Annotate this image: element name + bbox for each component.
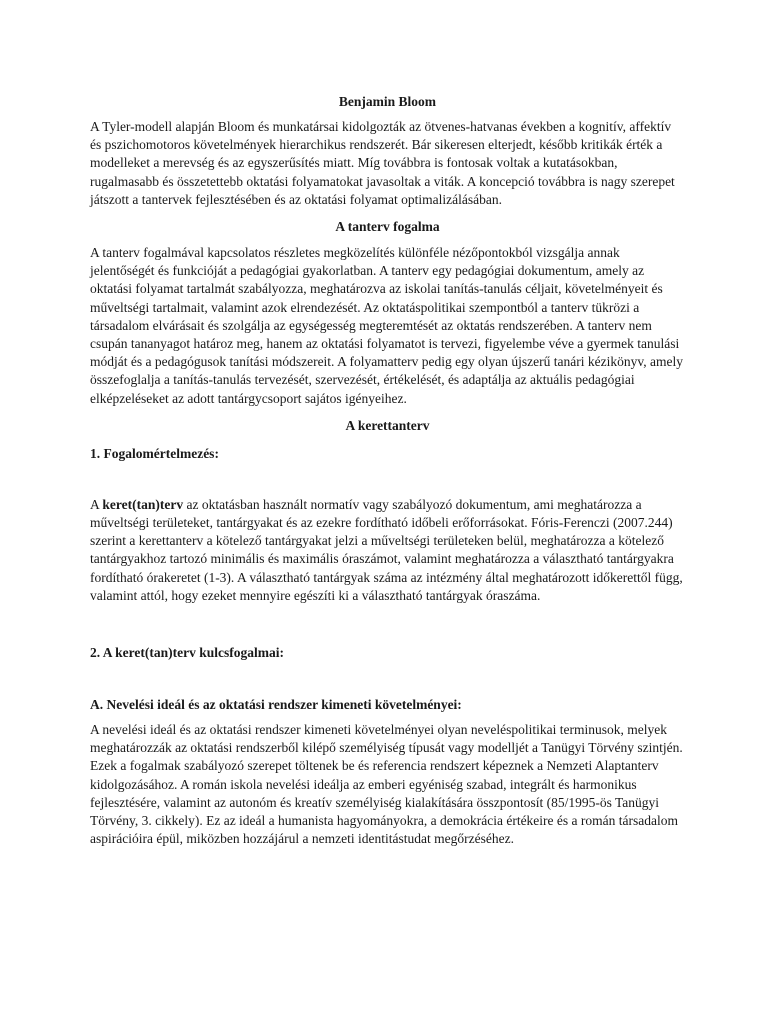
definition-text: az oktatásban használt normatív vagy szabályozó dokumentum, ami meghatározza a műveltségi területeket, tantárgyakat és az ezekre fordítható időbeli erőforrásokat. Fóris-Ferenczi (2007.244) szerint a kerettanterv a kötelező tantárgyakat jelzi a műveltségi területeken belül, meghatározza a kötelező tantárgyakhoz tartozó minimális és maximális óraszámot, valamint meghatározza a választható tantárgyakra fordítható órakeretet (1-3). A választható tantárgyak száma az intézmény által meghatározott időkerettől függ, valamint attól, hogy ezeket mennyire egészíti ki a választható tantárgyak óraszáma.	[90, 496, 683, 603]
document-page	[90, 92, 685, 848]
section-heading-fogalomertelmezes: 1. Fogalomértelmezés:	[90, 445, 219, 461]
definition-term: keret(tan)terv	[102, 496, 184, 512]
paragraph-tanterv: A tanterv fogalmával kapcsolatos részletes megközelítés különféle nézőpontokból vizsgálja annak jelentőségét és funkcióját a pedagógiai gyakorlatban. A tanterv egy pedagógiai dokumentum, amely az oktatási folyamat tartalmát szabályozza, meghatározva az iskolai tanítás-tanulás céljait, követelményeit és műveltségi tartalmait, valamint azok elrendezését. Az oktatáspolitikai szempontból a tanterv tükrözi a társadalom elvárásait és szolgálja az egységesség megteremtését az oktatás rendszerében. A tanterv nem csupán tananyagot határoz meg, hanem az oktatási folyamatot is tervezi, figyelembe véve a gyermek tanulási módját és a pedagógusok tanítási módszereit. A folyamatterv pedig egy olyan újszerű tanári kézikönyv, amely összefoglalja a tanítás-tanulás tervezését, szervezését, értékelését, és adaptálja az aktuális pedagógiai elképzeléseket az adott tantárgycsoport sajátos igényeihez.	[90, 245, 683, 406]
heading-tanterv-fogalma: A tanterv fogalma	[335, 219, 440, 235]
heading-kerettanterv: A kerettanterv	[345, 417, 430, 433]
definition-prefix: A	[90, 496, 103, 512]
paragraph-keret-definition	[90, 496, 685, 605]
paragraph-bloom: A Tyler-modell alapján Bloom és munkatársai kidolgozták az ötvenes-hatvanas években a kognitív, affektív és pszichomotoros követelmények hierarchikus rendszerét. Bár sikeresen elterjedt, később kritikák érték a modelleket a merevség és az egyszerűsítés miatt. Míg továbbra is fontosak voltak a kutatásokban, rugalmasabb és összetettebb oktatási folyamatokat javasoltak a viták. A koncepció továbbra is nagy szerepet játszott a tantervek fejlesztésében és az oktatási folyamat optimalizálásában.	[90, 119, 675, 207]
section-heading-nevelesi-ideal: A. Nevelési ideál és az oktatási rendszer kimeneti követelményei:	[90, 697, 462, 713]
heading-benjamin-bloom: Benjamin Bloom	[338, 94, 437, 109]
section-heading-kulcsfogalmai: 2. A keret(tan)terv kulcsfogalmai:	[90, 645, 284, 661]
paragraph-nevelesi-ideal: A nevelési ideál és az oktatási rendszer kimeneti követelményei olyan neveléspolitikai terminusok, melyek meghatározzák az oktatási rendszerből kilépő személyiség típusát vagy modelljét a Tanügyi Törvény szintjén. Ezek a fogalmak szabályozó szerepet töltenek be és referencia rendszert képeznek a Nemzeti Alaptanterv kidolgozásához. A román iskola nevelési ideálja az emberi egyéniség szabad, integrált és harmonikus fejlesztésére, valamint az autonóm és kreatív személyiség kialakítására összpontosít (85/1995-ös Tanügyi Törvény, 3. cikkely). Ez az ideál a humanista hagyományokra, a demokrácia értékeire és a román társadalom aspirációira épül, miközben hozzájárul a nemzeti identitástudat megőrzéséhez.	[90, 722, 683, 847]
